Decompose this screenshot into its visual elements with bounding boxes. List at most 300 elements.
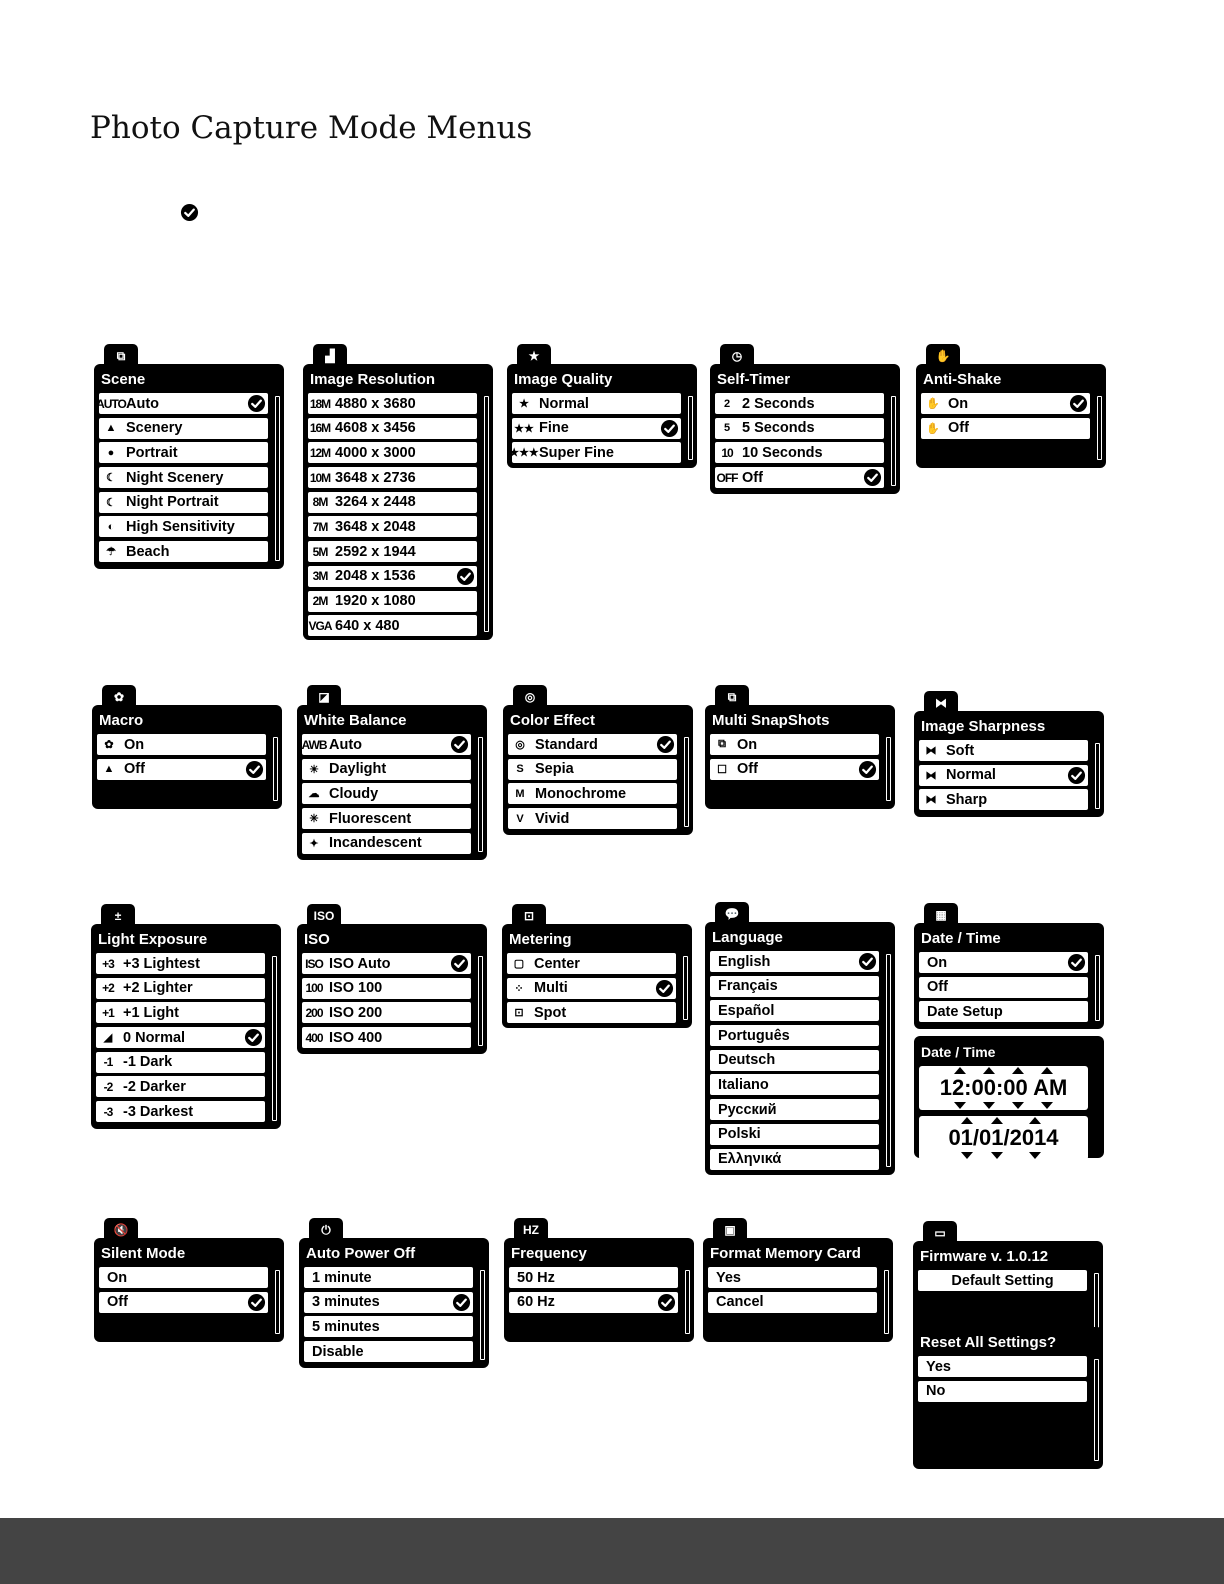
menu-option-italiano[interactable]: [710, 1074, 879, 1095]
option-icon: ◎: [515, 739, 525, 751]
scrollbar[interactable]: [886, 737, 891, 801]
menu-option-cloudy[interactable]: [302, 783, 471, 804]
hand-tab-icon: ✋: [926, 344, 960, 368]
menu-option-portrait[interactable]: [99, 442, 268, 463]
option-label: Normal: [539, 395, 589, 412]
menu-option-sharp[interactable]: [919, 789, 1088, 810]
option-label: Off: [124, 761, 145, 778]
menu-option-multi[interactable]: [507, 978, 676, 999]
option-icon: ✿: [104, 739, 114, 751]
menu-title: Auto Power Off: [306, 1245, 416, 1262]
option-icon: +3: [102, 956, 114, 971]
menu-title: Image Quality: [514, 371, 613, 388]
menu-option-2-darker[interactable]: [96, 1076, 265, 1097]
selected-check-icon: [450, 735, 469, 754]
scene-menu: [94, 344, 284, 569]
menu-option-0-normal[interactable]: [96, 1027, 265, 1048]
menu-option-yes[interactable]: [918, 1356, 1087, 1377]
sharpness-tab-icon: ⧓: [924, 691, 958, 715]
power-tab-icon: ⏻: [309, 1218, 343, 1242]
option-label: -2 Darker: [123, 1078, 186, 1095]
option-label: Soft: [946, 742, 975, 759]
option-icon: 2: [723, 397, 731, 410]
menu-option-disable[interactable]: [304, 1341, 473, 1362]
quality-tab-icon: ★: [517, 344, 551, 368]
option-icon: ☂: [106, 546, 116, 559]
menu-option-2-seconds[interactable]: [715, 393, 884, 414]
option-icon: 18M: [309, 396, 331, 411]
image-resolution-menu: [303, 344, 493, 640]
menu-option-incandescent[interactable]: [302, 833, 471, 854]
option-icon: OFF: [716, 470, 738, 485]
format-memory-card-menu: [703, 1218, 893, 1342]
scrollbar[interactable]: [272, 956, 277, 1121]
self-timer-menu: [710, 344, 900, 494]
menu-option-off[interactable]: [921, 418, 1090, 439]
menu-option-on[interactable]: [710, 734, 879, 755]
option-label: 3 minutes: [312, 1294, 380, 1311]
selected-check-icon: [655, 979, 674, 998]
scrollbar[interactable]: [1097, 396, 1102, 460]
scrollbar[interactable]: [478, 737, 483, 852]
menu-option-normal[interactable]: [919, 765, 1088, 786]
selected-check-icon: [456, 567, 475, 586]
option-icon: M: [515, 787, 525, 800]
option-icon: VGA: [308, 618, 332, 633]
option-label: Vivid: [535, 810, 570, 827]
menu-option-espa-ol[interactable]: [710, 1000, 879, 1021]
time-value: 12:00:00 AM: [939, 1075, 1068, 1100]
option-label: Monochrome: [535, 785, 627, 802]
menu-title: Light Exposure: [98, 931, 208, 948]
menu-option-on[interactable]: [97, 734, 266, 755]
menu-option-portugu-s[interactable]: [710, 1025, 879, 1046]
menu-option-auto[interactable]: [302, 734, 471, 755]
firmware-menu: [913, 1221, 1103, 1342]
scrollbar[interactable]: [886, 954, 891, 1167]
option-label: Beach: [126, 543, 170, 560]
option-label: Auto: [126, 395, 160, 412]
option-label: Cloudy: [329, 785, 379, 802]
scrollbar[interactable]: [683, 956, 688, 1020]
option-label: High Sensitivity: [126, 518, 235, 535]
date-time-setup-panel: [914, 1016, 1104, 1158]
option-label: 0 Normal: [123, 1029, 186, 1046]
option-icon: -2: [103, 1079, 113, 1094]
selected-check-icon: [450, 954, 469, 973]
option-label: Cancel: [716, 1294, 764, 1311]
scrollbar[interactable]: [480, 1270, 485, 1360]
macro-tab-icon: ✿: [102, 685, 136, 709]
menu-option-polski[interactable]: [710, 1124, 879, 1145]
option-label: Yes: [716, 1269, 741, 1286]
menu-title: Date / Time: [921, 930, 1001, 947]
menu-option-yes[interactable]: [708, 1267, 877, 1288]
option-icon: 7M: [312, 519, 328, 534]
menu-option-vivid[interactable]: [508, 808, 677, 829]
option-label: Off: [107, 1294, 128, 1311]
menu-title: White Balance: [304, 712, 407, 729]
menu-title: Image Sharpness: [921, 718, 1046, 735]
menu-option-iso-400[interactable]: [302, 1027, 471, 1048]
option-label: Off: [927, 979, 948, 996]
metering-menu: [502, 904, 692, 1028]
menu-option-60-hz[interactable]: [509, 1292, 678, 1313]
option-icon: ⧉: [718, 738, 726, 750]
date-time-menu: [914, 903, 1104, 1029]
option-label: Date Setup: [927, 1003, 1003, 1020]
auto-power-off-menu: [299, 1218, 489, 1368]
menu-title: Color Effect: [510, 712, 596, 729]
option-icon: 10: [721, 445, 733, 460]
menu-option-1920-x-1080[interactable]: [308, 591, 477, 612]
option-label: Spot: [534, 1004, 567, 1021]
menu-option-beach[interactable]: [99, 541, 268, 562]
option-label: On: [107, 1269, 128, 1286]
scrollbar[interactable]: [685, 1270, 690, 1334]
option-icon: ▢: [513, 958, 525, 970]
option-icon: ▲: [103, 763, 115, 776]
option-icon: -3: [103, 1104, 113, 1119]
option-label: 60 Hz: [517, 1294, 555, 1311]
option-label: Default Setting: [951, 1272, 1054, 1289]
selected-check-icon: [858, 952, 877, 971]
menu-option-[interactable]: [710, 1149, 879, 1170]
menu-title: ISO: [304, 931, 330, 948]
selected-check-icon: [1067, 766, 1086, 785]
option-label: 640 x 480: [335, 617, 400, 634]
menu-option-3-minutes[interactable]: [304, 1292, 473, 1313]
menu-option-on[interactable]: [921, 393, 1090, 414]
metering-tab-icon: ⊡: [512, 904, 546, 928]
frequency-tab-icon: HZ: [514, 1218, 548, 1242]
resolution-tab-icon: ▟: [313, 344, 347, 368]
menu-option-640-x-480[interactable]: [308, 615, 477, 636]
menu-title: Silent Mode: [101, 1245, 186, 1262]
menu-title: Metering: [509, 931, 572, 948]
option-icon: 5: [723, 422, 731, 435]
option-label: On: [927, 954, 948, 971]
option-label: Standard: [535, 736, 598, 753]
option-icon: ⁘: [514, 982, 524, 995]
option-icon: ◢: [103, 1032, 113, 1045]
menu-option-3-darkest[interactable]: [96, 1101, 265, 1122]
option-label: -3 Darkest: [123, 1103, 194, 1120]
white-balance-tab-icon: ◪: [307, 685, 341, 709]
option-label: +1 Light: [123, 1004, 179, 1021]
scrollbar[interactable]: [684, 737, 689, 827]
option-label: 4608 x 3456: [335, 420, 416, 437]
option-label: Deutsch: [718, 1052, 776, 1069]
option-icon: ☀: [309, 763, 319, 776]
scrollbar[interactable]: [688, 396, 693, 460]
option-label: Night Scenery: [126, 469, 224, 486]
option-label: Incandescent: [329, 835, 422, 852]
option-icon: 3M: [312, 569, 328, 584]
menu-option-off[interactable]: [710, 759, 879, 780]
menu-title: Self-Timer: [717, 371, 791, 388]
menu-option-high-sensitivity[interactable]: [99, 516, 268, 537]
menu-option-english[interactable]: [710, 951, 879, 972]
exposure-tab-icon: ±: [101, 904, 135, 928]
menu-option-off[interactable]: [715, 467, 884, 488]
menu-option-soft[interactable]: [919, 740, 1088, 761]
scrollbar[interactable]: [1095, 743, 1100, 809]
anti-shake-menu: [916, 344, 1106, 468]
option-icon: 100: [305, 981, 323, 996]
option-icon: 400: [305, 1030, 323, 1045]
option-label: Português: [718, 1027, 790, 1044]
menu-title: Firmware v. 1.0.12: [920, 1248, 1049, 1265]
scrollbar[interactable]: [891, 396, 896, 486]
option-icon: 200: [305, 1005, 323, 1020]
selected-check-icon: [180, 203, 199, 222]
menu-option-iso-auto[interactable]: [302, 953, 471, 974]
menu-option-fran-ais[interactable]: [710, 976, 879, 997]
scrollbar[interactable]: [275, 1270, 280, 1334]
menu-option-scenery[interactable]: [99, 418, 268, 439]
menu-option-cancel[interactable]: [708, 1292, 877, 1313]
selected-check-icon: [245, 760, 264, 779]
menu-option-1-dark[interactable]: [96, 1052, 265, 1073]
menu-option-standard[interactable]: [508, 734, 677, 755]
option-icon: ◐: [107, 520, 115, 533]
option-label: Sharp: [946, 791, 988, 808]
option-label: Fluorescent: [329, 810, 412, 827]
option-label: 5 Seconds: [742, 420, 815, 437]
menu-option-fine[interactable]: [512, 418, 681, 439]
menu-title: Anti-Shake: [923, 371, 1002, 388]
menu-option-[interactable]: [710, 1099, 879, 1120]
menu-option-4880-x-3680[interactable]: [308, 393, 477, 414]
option-label: +3 Lightest: [123, 955, 200, 972]
option-label: 2 Seconds: [742, 395, 815, 412]
menu-option-10-seconds[interactable]: [715, 442, 884, 463]
multi-snapshots-menu: [705, 685, 895, 809]
menu-option-4000-x-3000[interactable]: [308, 442, 477, 463]
iso-menu: [297, 904, 487, 1054]
option-label: Disable: [312, 1343, 364, 1360]
scene-tab-icon: ⧉: [104, 344, 138, 368]
color-effect-menu: [503, 685, 693, 835]
option-icon: ⧓: [925, 745, 937, 757]
option-label: English: [718, 953, 771, 970]
option-label: Super Fine: [539, 444, 614, 461]
calendar-tab-icon: ▦: [924, 903, 958, 927]
macro-menu: [92, 685, 282, 809]
date-time-setup-title: Date / Time: [921, 1044, 996, 1060]
image-sharpness-menu: [914, 691, 1104, 817]
option-label: Scenery: [126, 420, 183, 437]
option-label: Center: [534, 955, 580, 972]
language-tab-icon: 💬: [715, 902, 749, 926]
option-label: 2048 x 1536: [335, 568, 416, 585]
option-label: On: [124, 736, 145, 753]
option-label: On: [948, 395, 969, 412]
menu-option-3-lightest[interactable]: [96, 953, 265, 974]
date-value: 01/01/2014: [948, 1125, 1059, 1150]
selected-check-icon: [858, 760, 877, 779]
option-label: Yes: [926, 1358, 951, 1375]
option-icon: +2: [102, 981, 114, 996]
option-icon: ✦: [309, 837, 319, 850]
selected-check-icon: [247, 394, 266, 413]
light-exposure-menu: [91, 904, 281, 1129]
menu-option-iso-200[interactable]: [302, 1002, 471, 1023]
option-icon: ISO: [305, 956, 323, 971]
menu-title: Format Memory Card: [710, 1245, 861, 1262]
option-label: Italiano: [718, 1076, 769, 1093]
option-icon: AUTO: [96, 396, 126, 411]
silent-mode-menu: [94, 1218, 284, 1342]
option-icon: ▲: [105, 422, 117, 435]
color-effect-tab-icon: ◎: [513, 685, 547, 709]
footer-bar: [0, 1518, 1224, 1584]
option-label: Portrait: [126, 444, 178, 461]
option-label: Auto: [329, 736, 363, 753]
option-icon: AWB: [301, 737, 327, 752]
menu-option-50-hz[interactable]: [509, 1267, 678, 1288]
option-icon: S: [516, 763, 524, 776]
menu-option-off[interactable]: [99, 1292, 268, 1313]
option-label: Русский: [718, 1101, 777, 1118]
menu-option-off[interactable]: [97, 759, 266, 780]
option-icon: ☁: [308, 788, 320, 801]
menu-title: Scene: [101, 371, 146, 388]
option-icon: 8M: [312, 495, 328, 510]
option-icon: ✋: [926, 422, 940, 435]
menu-option-2592-x-1944[interactable]: [308, 541, 477, 562]
menu-option-spot[interactable]: [507, 1002, 676, 1023]
menu-option-3264-x-2448[interactable]: [308, 492, 477, 513]
menu-option-3648-x-2048[interactable]: [308, 516, 477, 537]
menu-option-sepia[interactable]: [508, 759, 677, 780]
option-icon: ★★★: [509, 447, 539, 460]
selected-check-icon: [247, 1293, 266, 1312]
page-title: Photo Capture Mode Menus: [90, 110, 533, 146]
option-label: 3648 x 2048: [335, 518, 416, 535]
scrollbar[interactable]: [1094, 1359, 1099, 1461]
menu-option-center[interactable]: [507, 953, 676, 974]
option-label: 1 minute: [312, 1269, 372, 1286]
menu-option-no[interactable]: [918, 1381, 1087, 1402]
menu-title: Frequency: [511, 1245, 587, 1262]
option-label: ISO Auto: [329, 955, 391, 972]
scrollbar[interactable]: [273, 737, 278, 801]
menu-option-super-fine[interactable]: [509, 442, 681, 463]
menu-option-2048-x-1536[interactable]: [308, 566, 477, 587]
selected-check-icon: [656, 735, 675, 754]
option-icon: ✋: [926, 398, 940, 410]
option-label: ISO 200: [329, 1004, 383, 1021]
option-icon: ⊡: [514, 1007, 524, 1020]
menu-option-iso-100[interactable]: [302, 978, 471, 999]
menu-option-auto[interactable]: [96, 393, 268, 414]
scrollbar[interactable]: [1095, 955, 1100, 1021]
menu-option-on[interactable]: [99, 1267, 268, 1288]
option-label: Fine: [539, 420, 569, 437]
menu-option-daylight[interactable]: [302, 759, 471, 780]
option-label: Off: [948, 420, 969, 437]
option-label: 10 Seconds: [742, 444, 823, 461]
menu-option-1-light[interactable]: [96, 1002, 265, 1023]
scrollbar[interactable]: [478, 956, 483, 1046]
selected-check-icon: [1069, 394, 1088, 413]
option-label: Multi: [534, 980, 568, 997]
selected-check-icon: [660, 419, 679, 438]
option-icon: ⧓: [925, 794, 937, 807]
language-menu: [705, 902, 895, 1175]
reset-all-settings-panel: [913, 1327, 1103, 1469]
menu-option-4608-x-3456[interactable]: [308, 418, 477, 439]
option-icon: ✳: [309, 813, 319, 826]
option-label: 1920 x 1080: [335, 593, 416, 609]
option-icon: +1: [102, 1005, 114, 1020]
time-setter[interactable]: [919, 1066, 1088, 1110]
option-icon: 16M: [309, 421, 331, 436]
frequency-menu: [504, 1218, 694, 1342]
menu-option-off[interactable]: [919, 977, 1088, 998]
menu-title: Language: [712, 929, 783, 946]
menu-option-2-lighter[interactable]: [96, 978, 265, 999]
menu-option-1-minute[interactable]: [304, 1267, 473, 1288]
menu-option-5-minutes[interactable]: [304, 1316, 473, 1337]
scrollbar[interactable]: [1094, 1273, 1099, 1334]
menu-option-3648-x-2736[interactable]: [308, 467, 477, 488]
menu-title: Reset All Settings?: [920, 1334, 1057, 1351]
selected-check-icon: [863, 468, 882, 487]
menu-option-monochrome[interactable]: [508, 783, 677, 804]
option-label: -1 Dark: [123, 1054, 173, 1071]
option-label: ISO 400: [329, 1029, 383, 1046]
option-icon: 10M: [309, 470, 331, 485]
option-icon: 5M: [312, 544, 328, 559]
option-icon: 12M: [309, 445, 331, 460]
menu-option-default-setting[interactable]: [918, 1270, 1087, 1291]
option-label: Ελληνικά: [718, 1151, 782, 1167]
selected-check-icon: [452, 1293, 471, 1312]
scrollbar[interactable]: [884, 1270, 889, 1334]
menu-option-5-seconds[interactable]: [715, 418, 884, 439]
option-icon: V: [516, 812, 524, 825]
menu-title: Macro: [99, 712, 144, 729]
selected-check-icon: [244, 1028, 263, 1047]
option-label: 5 minutes: [312, 1318, 380, 1335]
option-label: Français: [718, 978, 778, 995]
menu-option-on[interactable]: [919, 952, 1088, 973]
menu-option-fluorescent[interactable]: [302, 808, 471, 829]
option-icon: ☐: [717, 763, 727, 776]
white-balance-menu: [297, 685, 487, 860]
option-label: 50 Hz: [517, 1269, 555, 1286]
menu-title: Multi SnapShots: [712, 712, 830, 729]
menu-option-normal[interactable]: [512, 393, 681, 414]
option-label: Off: [742, 469, 763, 486]
image-quality-menu: [507, 344, 697, 468]
option-label: Normal: [946, 767, 996, 784]
silent-tab-icon: 🔇: [104, 1218, 138, 1242]
scrollbar[interactable]: [484, 396, 489, 632]
date-setter[interactable]: [919, 1116, 1088, 1160]
menu-option-night-scenery[interactable]: [99, 467, 268, 488]
option-label: 3648 x 2736: [335, 469, 416, 486]
multi-snapshot-tab-icon: ⧉: [715, 685, 749, 709]
menu-option-deutsch[interactable]: [710, 1050, 879, 1071]
option-label: +2 Lighter: [123, 980, 193, 997]
scrollbar[interactable]: [275, 396, 280, 561]
menu-option-night-portrait[interactable]: [99, 492, 268, 513]
iso-tab-icon: ISO: [307, 904, 341, 928]
